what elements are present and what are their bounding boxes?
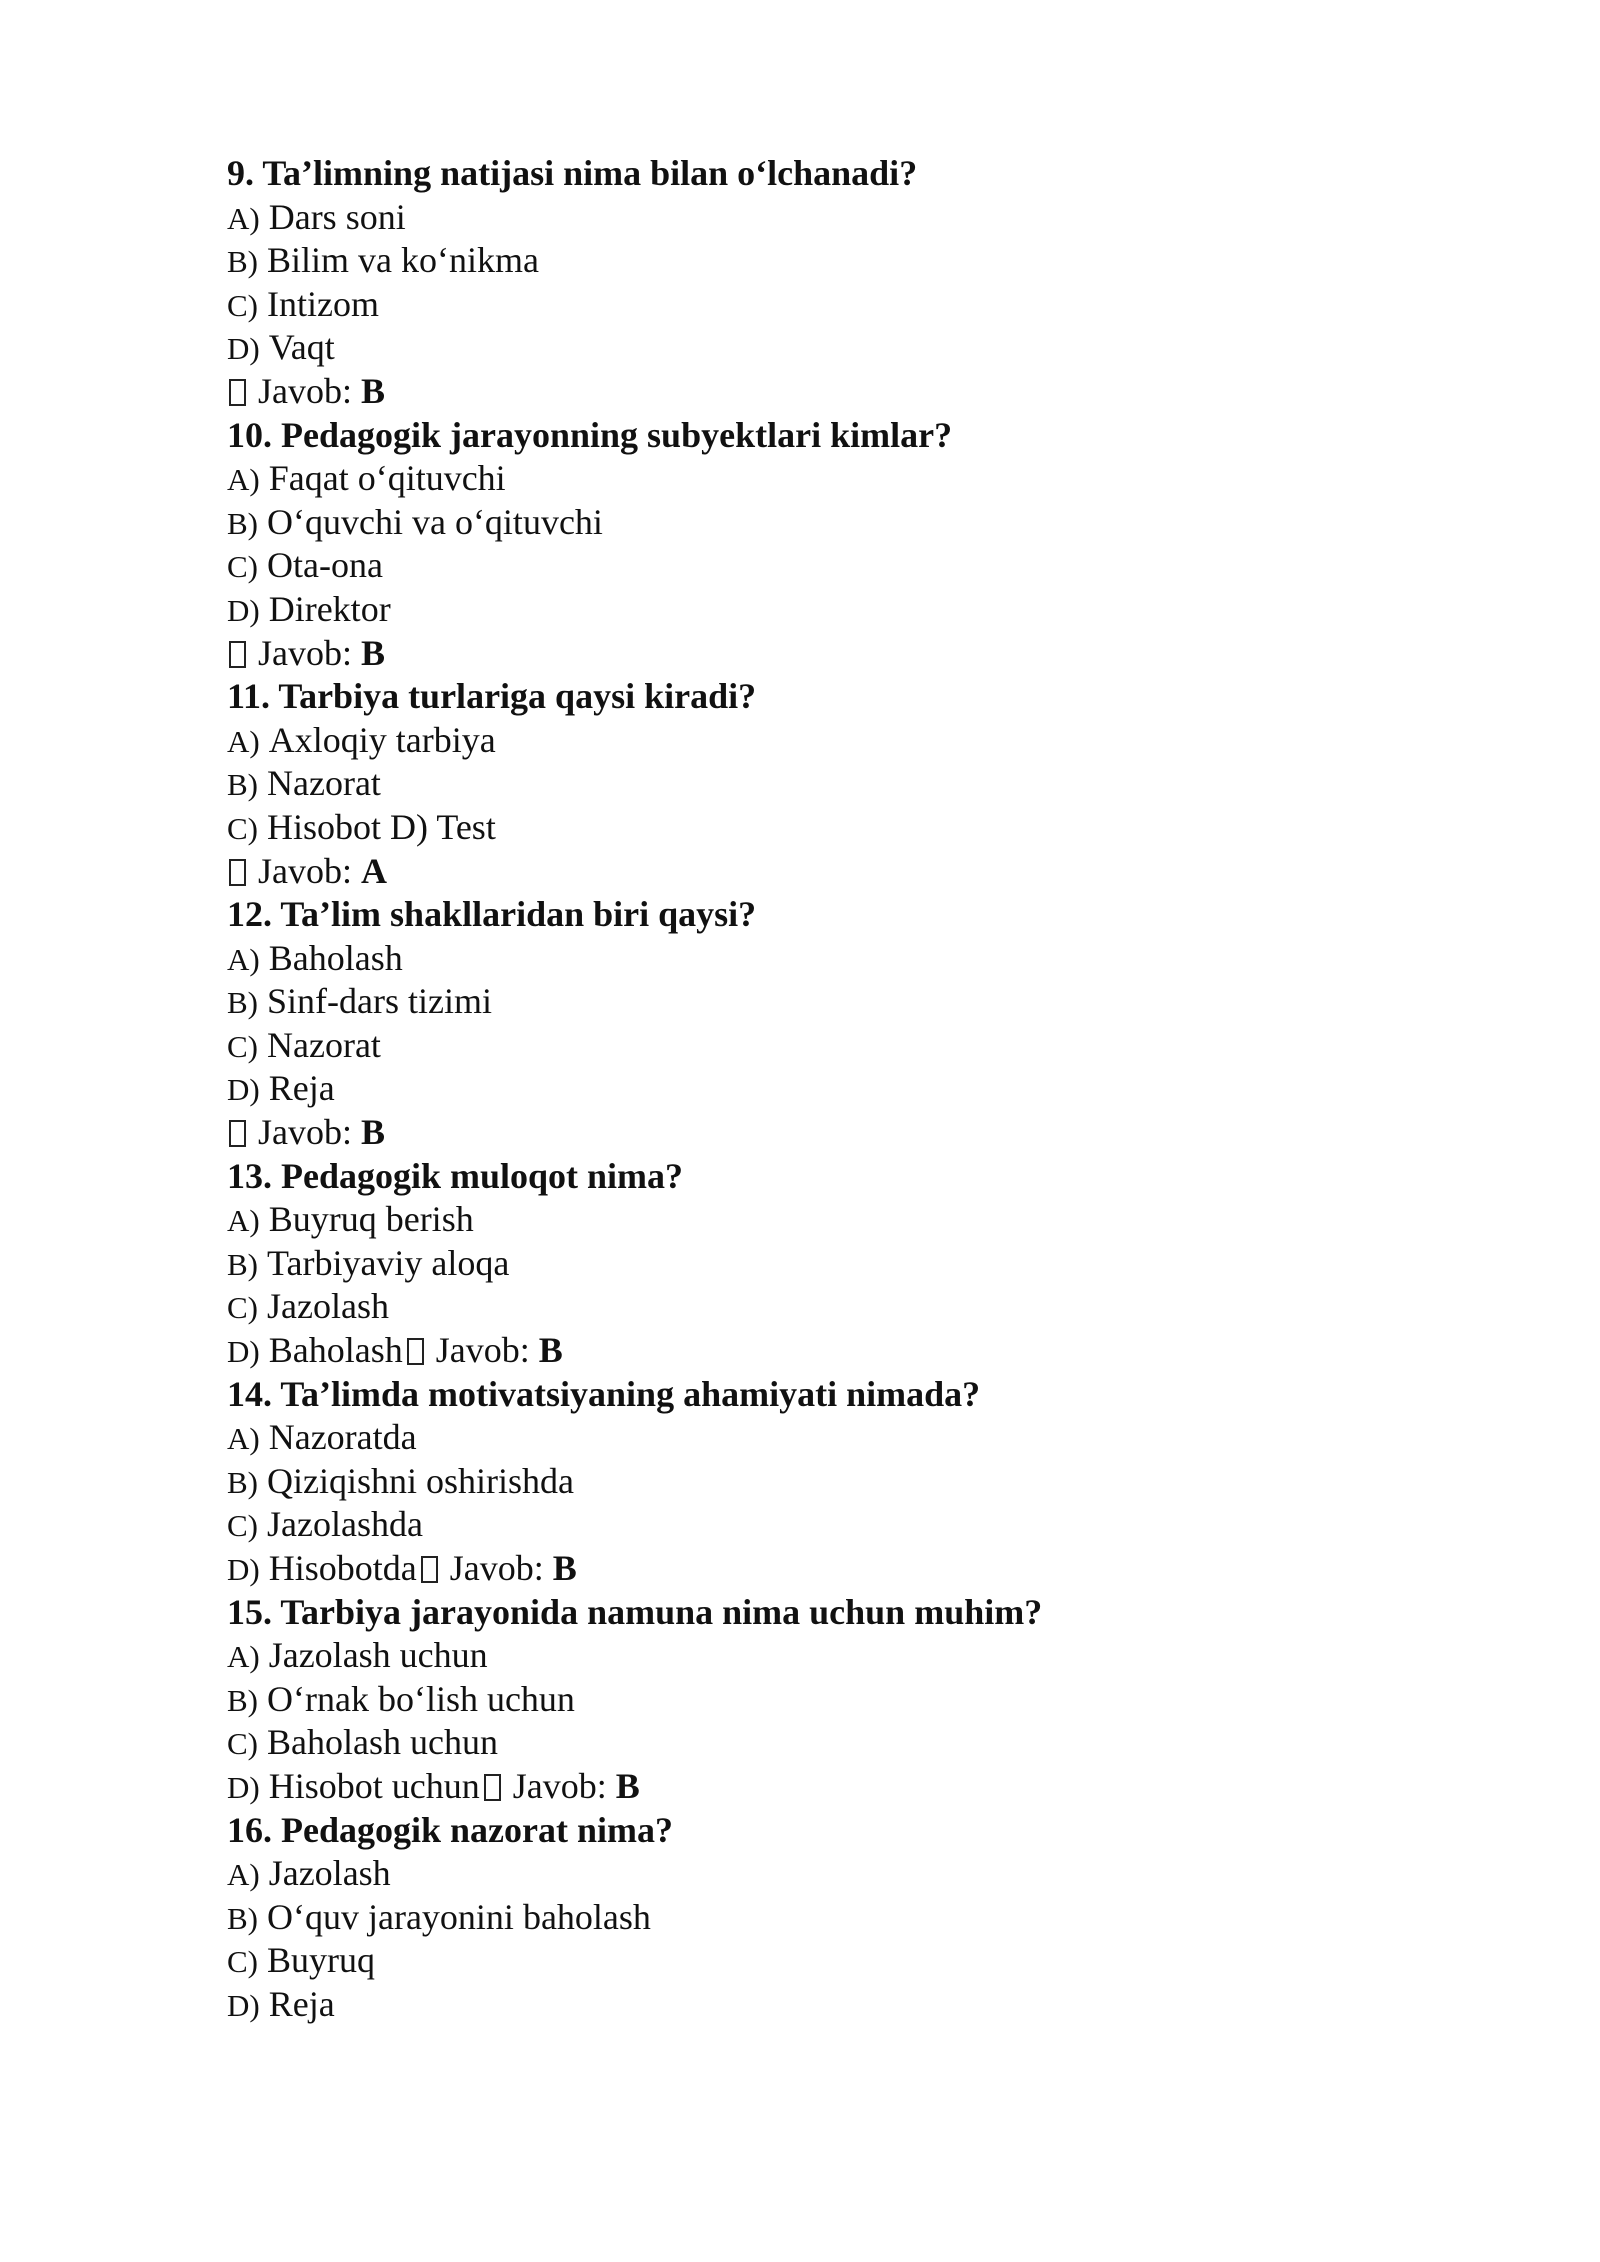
option-text: Intizom [267,283,379,324]
option-letter: D) [227,1334,260,1370]
answer-prefix: Javob: [258,850,361,891]
option-letter: A) [227,462,260,498]
option-letter: D) [227,1552,260,1587]
option-text: Dars soni [268,196,406,237]
answer-option [227,544,1427,588]
answer-option [227,1896,1427,1940]
option-text: Jazolash [267,1286,389,1327]
question-block [227,893,1427,1155]
option-text: O‘quv jarayonini baholash [267,1896,651,1937]
answer-option [227,588,1427,632]
option-letter: C) [227,1508,258,1544]
answer-option [227,326,1427,370]
option-text: Vaqt [268,327,335,368]
answer-letter: B [552,1548,577,1588]
option-letter: A) [227,1639,260,1675]
answer-option [227,457,1427,501]
question-title: 14. Ta’limda motivatsiyaning ahamiyati nimada? [227,1373,981,1414]
option-text: Tarbiyaviy aloqa [267,1242,510,1283]
option-letter: D) [227,331,260,367]
answer-option [227,806,1427,850]
option-letter: A) [227,723,260,759]
option-text: Nazorat [267,763,381,804]
answer-option [227,719,1427,763]
answer-option [227,1198,1427,1242]
answer-option [227,239,1427,283]
answer-letter: B [538,1330,563,1371]
option-text: Baholash uchun [267,1722,498,1763]
answer-option [227,1852,1427,1896]
answer-checkbox-icon [229,1120,246,1147]
answer-letter: B [361,1112,386,1153]
question-block [227,675,1427,893]
option-text: Jazolash [268,1853,391,1894]
question-title: 11. Tarbiya turlariga qaysi kiradi? [227,676,757,717]
option-letter: A) [227,1421,260,1457]
answer-prefix: Javob: [258,632,361,673]
option-text: Jazolashda [267,1504,423,1545]
option-text: Jazolash uchun [268,1635,488,1676]
answer-option [227,1329,1427,1373]
option-letter: D) [227,1072,260,1108]
answer-option [227,1765,1427,1809]
answer-option [227,196,1427,240]
option-text: O‘rnak bo‘lish uchun [267,1678,575,1719]
answer-option [227,937,1427,981]
answer-prefix: Javob: [435,1330,539,1371]
answer-line [227,1111,1427,1155]
option-letter: D) [227,592,260,628]
option-text: Reja [268,1068,335,1109]
question-title: 9. Ta’limning natijasi nima bilan o‘lchanadi? [227,153,918,193]
answer-checkbox-icon [421,1556,438,1583]
option-letter: B) [227,505,258,541]
question-title: 10. Pedagogik jarayonning subyektlari kimlar? [227,414,953,455]
option-letter: A) [227,1857,260,1893]
answer-letter: A [361,850,387,891]
option-letter: C) [227,810,258,846]
option-letter: A) [227,941,260,977]
option-letter: C) [227,549,258,585]
answer-option [227,1242,1427,1286]
option-letter: B) [227,1682,258,1718]
option-letter: C) [227,287,258,323]
answer-letter: B [615,1765,640,1806]
question-block [227,1591,1427,1809]
option-text: Hisobot uchun [268,1765,480,1806]
option-letter: D) [227,1987,260,2023]
option-letter: A) [227,1203,260,1239]
option-text: O‘quvchi va o‘qituvchi [267,501,603,542]
answer-line [227,632,1427,676]
answer-checkbox-icon [229,379,246,406]
option-letter: C) [227,1028,258,1064]
option-text: Baholash [268,937,403,978]
question-title: 12. Ta’lim shakllaridan biri qaysi? [227,894,757,935]
answer-line [227,850,1427,894]
option-text: Ota-ona [267,545,383,586]
answer-option [227,1503,1427,1547]
option-text: Nazorat [267,1024,381,1065]
question-title: 15. Tarbiya jarayonida namuna nima uchun muhim? [227,1591,1043,1632]
answer-checkbox-icon [407,1338,424,1365]
option-text: Buyruq berish [268,1199,474,1240]
question-title: 13. Pedagogik muloqot nima? [227,1155,684,1196]
option-letter: C) [227,1290,258,1326]
answer-checkbox-icon [229,859,246,886]
answer-option [227,283,1427,327]
answer-option [227,501,1427,545]
option-text: Hisobotda [268,1548,417,1588]
option-text: Baholash [268,1330,403,1371]
answer-option [227,1416,1427,1460]
answer-prefix: Javob: [449,1548,553,1588]
answer-letter: B [361,370,386,411]
option-text: Buyruq [267,1940,375,1981]
answer-option [227,1983,1427,2027]
quiz-content [227,152,1427,2027]
option-letter: B) [227,244,258,280]
answer-prefix: Javob: [512,1765,616,1806]
option-text: Axloqiy tarbiya [268,719,496,760]
answer-option [227,1678,1427,1722]
option-letter: B) [227,1900,258,1936]
option-text: Qiziqishni oshirishda [267,1460,574,1501]
question-block [227,414,1427,676]
answer-option [227,1024,1427,1068]
option-letter: C) [227,1944,258,1980]
answer-option [227,762,1427,806]
option-letter: A) [227,200,260,236]
option-text: Bilim va ko‘nikma [267,240,539,281]
answer-checkbox-icon [229,641,246,668]
answer-option [227,1547,1427,1591]
answer-option [227,1721,1427,1765]
answer-option [227,1067,1427,1111]
answer-option [227,1939,1427,1983]
answer-prefix: Javob: [258,1112,361,1153]
answer-option [227,1285,1427,1329]
option-text: Direktor [268,588,391,629]
answer-prefix: Javob: [258,370,361,411]
option-letter: B) [227,767,258,803]
answer-option [227,1460,1427,1504]
option-letter: D) [227,1769,260,1805]
option-text: Faqat o‘qituvchi [268,458,506,499]
option-text: Sinf-dars tizimi [267,981,492,1022]
question-block [227,1373,1427,1591]
question-block [227,152,1427,414]
option-letter: B) [227,1464,258,1500]
question-block [227,1809,1427,2027]
option-text: Hisobot D) Test [267,806,496,847]
answer-line [227,370,1427,414]
option-text: Nazoratda [268,1417,417,1458]
option-letter: C) [227,1726,258,1762]
answer-option [227,980,1427,1024]
question-title: 16. Pedagogik nazorat nima? [227,1809,673,1850]
option-letter: B) [227,985,258,1021]
question-block [227,1155,1427,1373]
option-text: Reja [268,1983,335,2024]
answer-option [227,1634,1427,1678]
answer-checkbox-icon [484,1774,501,1801]
option-letter: B) [227,1246,258,1282]
answer-letter: B [361,632,386,673]
